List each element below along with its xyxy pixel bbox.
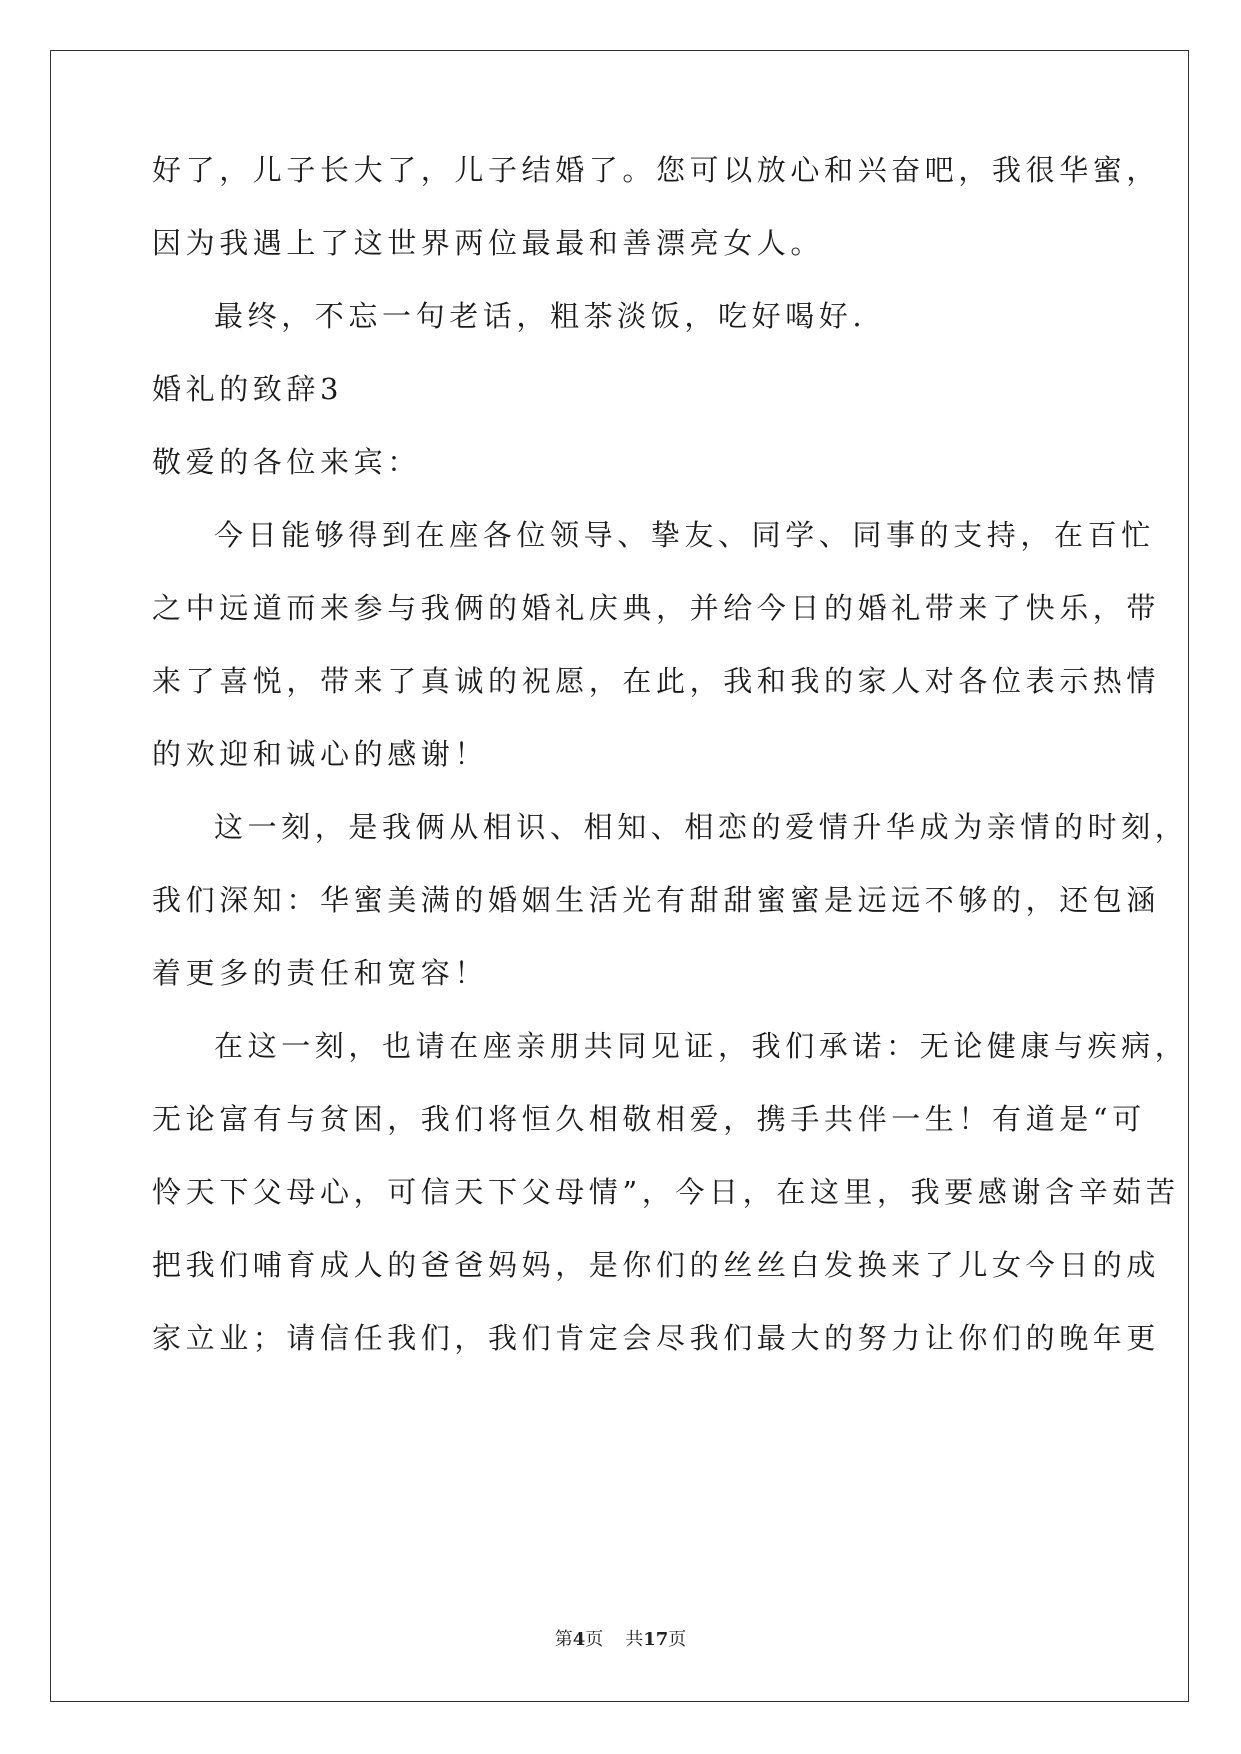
text-line: 在这一刻，也请在座亲朋共同见证，我们承诺：无论健康与疾病，: [214, 1029, 1189, 1063]
text-line: 着更多的责任和宽容！: [152, 956, 489, 990]
total-prefix: 共: [625, 1629, 644, 1650]
page-prefix: 第: [554, 1629, 573, 1650]
text-line: 的欢迎和诚心的感谢！: [152, 737, 489, 771]
text-line: 因为我遇上了这世界两位最最和善漂亮女人。: [152, 226, 825, 260]
salutation: 敬爱的各位来宾：: [152, 445, 421, 479]
text-line: 最终，不忘一句老话，粗茶淡饭，吃好喝好.: [214, 299, 867, 333]
text-line: 好了，儿子长大了，儿子结婚了。您可以放心和兴奋吧，我很华蜜，: [152, 153, 1161, 187]
text-line: 无论富有与贫困，我们将恒久相敬相爱，携手共伴一生！有道是“可: [152, 1102, 1146, 1136]
page-suffix: 页: [585, 1629, 604, 1650]
text-line: 这一刻，是我俩从相识、相知、相恋的爱情升华成为亲情的时刻，: [214, 810, 1189, 844]
text-line: 之中远道而来参与我俩的婚礼庆典，并给今日的婚礼带来了快乐，带: [152, 591, 1161, 625]
page-number: 4: [572, 1629, 586, 1650]
page-total: 17: [643, 1629, 669, 1650]
page-footer: [0, 1628, 1241, 1652]
text-line: 来了喜悦，带来了真诚的祝愿，在此，我和我的家人对各位表示热情: [152, 664, 1161, 698]
text-line: 我们深知：华蜜美满的婚姻生活光有甜甜蜜蜜是远远不够的，还包涵: [152, 883, 1161, 917]
section-heading: 婚礼的致辞3: [152, 372, 344, 406]
text-line: 把我们哺育成人的爸爸妈妈，是你们的丝丝白发换来了儿女今日的成: [152, 1248, 1161, 1282]
text-line: 怜天下父母心，可信天下父母情”，今日，在这里，我要感谢含辛茹苦: [152, 1175, 1180, 1209]
total-suffix: 页: [668, 1629, 687, 1650]
text-line: 今日能够得到在座各位领导、挚友、同学、同事的支持，在百忙: [214, 518, 1155, 552]
text-line: 家立业；请信任我们，我们肯定会尽我们最大的努力让你们的晚年更: [152, 1321, 1161, 1355]
